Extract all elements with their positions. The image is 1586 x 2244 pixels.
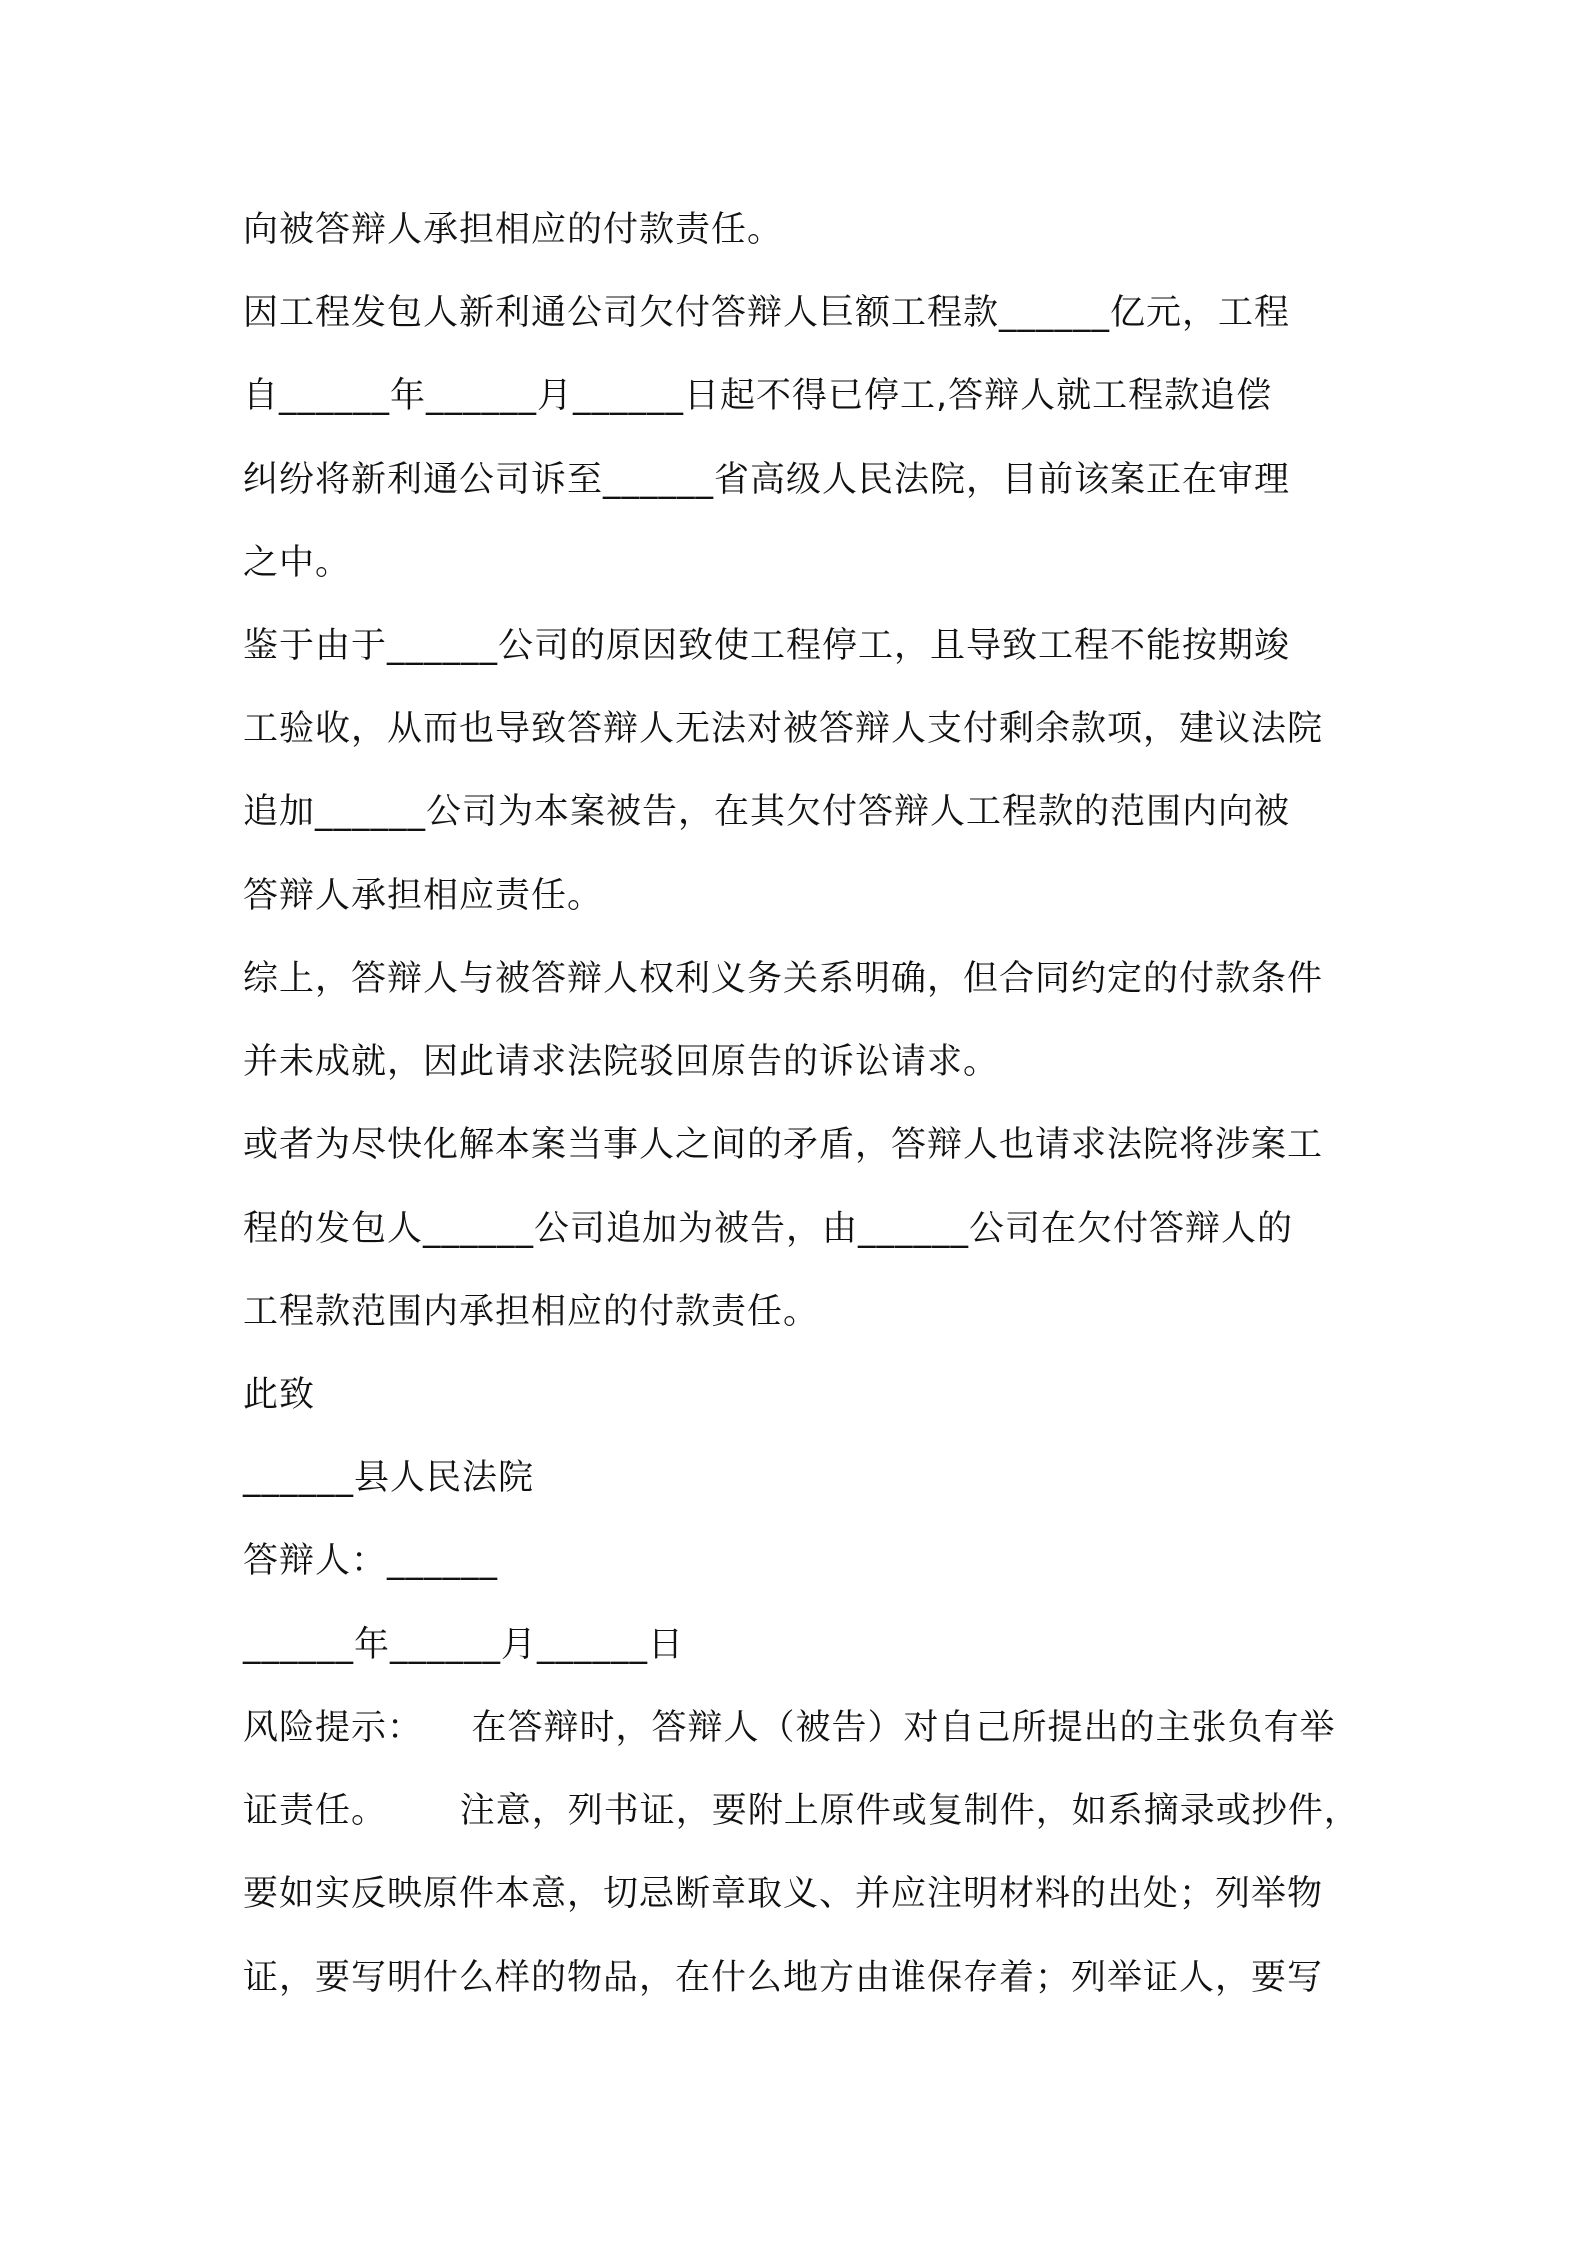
date-line: ______年______月______日 <box>243 1625 685 1665</box>
text-line: 之中。 <box>243 543 352 583</box>
risk-notice-line: 风险提示： 在答辩时，答辩人（被告）对自己所提出的主张负有举 <box>243 1708 1336 1748</box>
court-addressee: ______县人民法院 <box>243 1458 535 1498</box>
text-line: 追加______公司为本案被告，在其欠付答辩人工程款的范围内向被 <box>243 792 1291 832</box>
text-line: 程的发包人______公司追加为被告，由______公司在欠付答辩人的 <box>243 1209 1294 1249</box>
text-line: 向被答辩人承担相应的付款责任。 <box>243 210 784 250</box>
risk-notice-line: 证责任。 注意，列书证，要附上原件或复制件，如系摘录或抄件， <box>243 1791 1360 1831</box>
text-line: 工程款范围内承担相应的付款责任。 <box>243 1292 820 1332</box>
text-line: 并未成就，因此请求法院驳回原告的诉讼请求。 <box>243 1042 1000 1082</box>
text-line: 工验收，从而也导致答辩人无法对被答辩人支付剩余款项，建议法院 <box>243 709 1324 749</box>
text-line: 因工程发包人新利通公司欠付答辩人巨额工程款______亿元，工程 <box>243 293 1291 333</box>
text-line: 鉴于由于______公司的原因致使工程停工，且导致工程不能按期竣 <box>243 626 1291 666</box>
text-line: 答辩人承担相应责任。 <box>243 876 604 916</box>
risk-notice-line: 证，要写明什么样的物品，在什么地方由谁保存着；列举证人，要写 <box>243 1958 1324 1998</box>
text-line: 纠纷将新利通公司诉至______省高级人民法院，目前该案正在审理 <box>243 460 1291 500</box>
text-line: 或者为尽快化解本案当事人之间的矛盾，答辩人也请求法院将涉案工 <box>243 1125 1324 1165</box>
text-line: 综上，答辩人与被答辩人权利义务关系明确，但合同约定的付款条件 <box>243 959 1324 999</box>
risk-notice-line: 要如实反映原件本意，切忌断章取义、并应注明材料的出处；列举物 <box>243 1874 1324 1914</box>
text-line: 自______年______月______日起不得已停工,答辩人就工程款追偿 <box>243 376 1273 416</box>
respondent-signature: 答辩人：______ <box>243 1541 499 1581</box>
closing-salutation: 此致 <box>243 1375 316 1415</box>
